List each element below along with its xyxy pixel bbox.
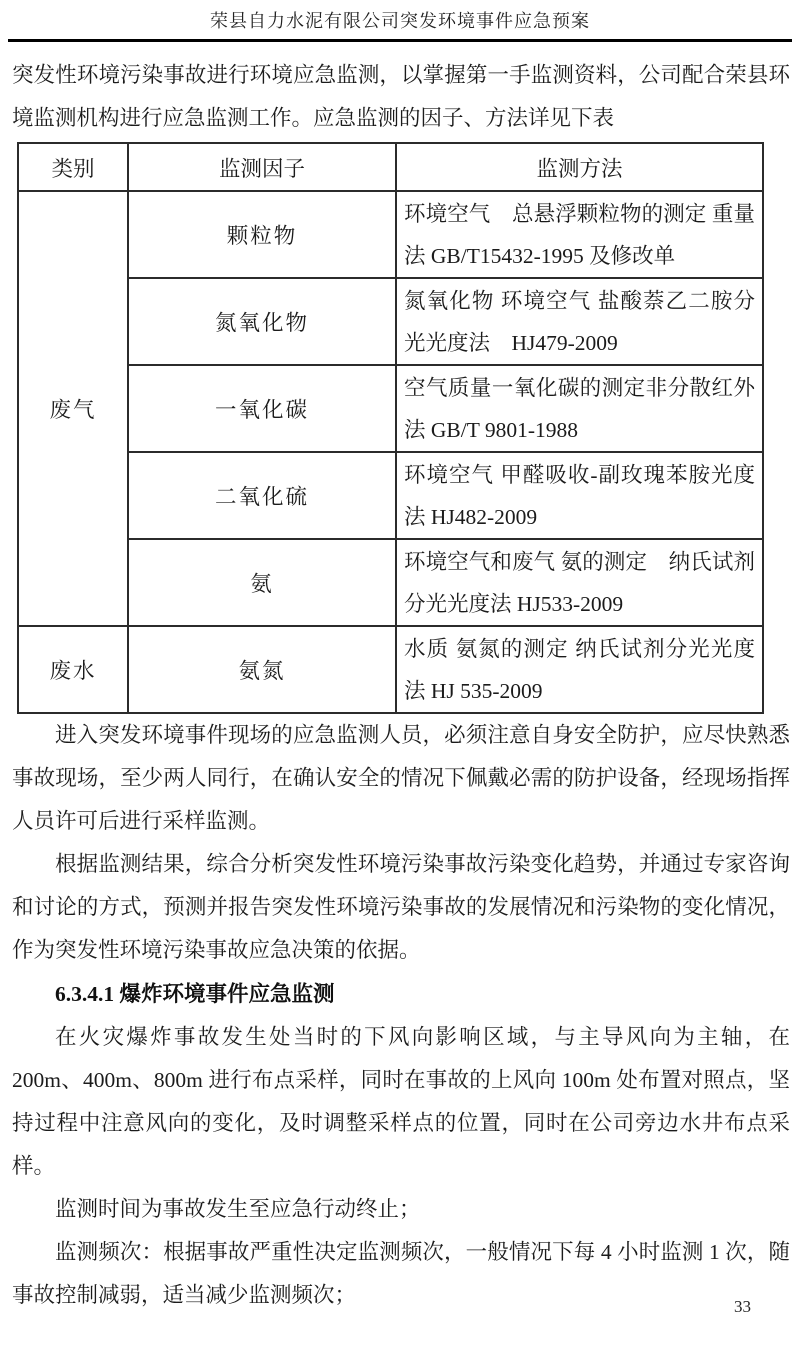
- table-row: [18, 626, 763, 713]
- analysis-paragraph: 根据监测结果，综合分析突发性环境污染事故污染变化趋势，并通过专家咨询和讨论的方式，预测并报告突发性环境污染事故的发展情况和污染物的变化情况，作为突发性环境污染事故应急决策的依据。: [12, 852, 790, 962]
- document-title: 荣县自力水泥有限公司突发环境事件应急预案: [210, 11, 590, 31]
- factor-cell: 氮氧化物: [128, 278, 396, 365]
- page-content: [0, 54, 800, 1317]
- table-row: [18, 365, 763, 452]
- method-cell: 环境空气和废气 氨的测定 纳氏试剂分光光度法 HJ533-2009: [396, 539, 763, 626]
- monitoring-factors-table: [17, 142, 764, 714]
- method-cell: 空气质量一氧化碳的测定非分散红外法 GB/T 9801-1988: [396, 365, 763, 452]
- factor-cell: 氨氮: [128, 626, 396, 713]
- monitor-frequency-paragraph: 监测频次：根据事故严重性决定监测频次，一般情况下每 4 小时监测 1 次，随事故控制减弱，适当减少监测频次；: [12, 1240, 790, 1307]
- factor-cell: 一氧化碳: [128, 365, 396, 452]
- sampling-paragraph: 在火灾爆炸事故发生处当时的下风向影响区域，与主导风向为主轴，在 200m、400m、800m 进行布点采样，同时在事故的上风向 100m 处布置对照点，坚持过程中注意风向的变化，及时调整采样点的位置，同时在公司旁边水井布点采样。: [12, 1025, 790, 1178]
- factor-cell: 二氧化硫: [128, 452, 396, 539]
- method-cell: 环境空气 甲醛吸收-副玫瑰苯胺光度法 HJ482-2009: [396, 452, 763, 539]
- column-header-method: 监测方法: [396, 143, 763, 191]
- factor-cell: 颗粒物: [128, 191, 396, 278]
- safety-paragraph: 进入突发环境事件现场的应急监测人员，必须注意自身安全防护，应尽快熟悉事故现场，至少两人同行，在确认安全的情况下佩戴必需的防护设备，经现场指挥人员许可后进行采样监测。: [12, 723, 790, 833]
- table-row: [18, 539, 763, 626]
- column-header-factor: 监测因子: [128, 143, 396, 191]
- header-rule: [8, 39, 792, 42]
- table-row: [18, 278, 763, 365]
- table-row: [18, 191, 763, 278]
- monitor-time-paragraph: 监测时间为事故发生至应急行动终止；: [55, 1197, 421, 1221]
- category-cell-waste-water: 废水: [18, 626, 128, 713]
- page-number: 33: [734, 1297, 751, 1316]
- factor-cell: 氨: [128, 539, 396, 626]
- category-cell-waste-gas: 废气: [18, 191, 128, 626]
- column-header-category: 类别: [18, 143, 128, 191]
- running-header: [0, 0, 800, 42]
- method-cell: 环境空气 总悬浮颗粒物的测定 重量法 GB/T15432-1995 及修改单: [396, 191, 763, 278]
- section-heading-6-3-4-1: 6.3.4.1 爆炸环境事件应急监测: [55, 982, 335, 1006]
- method-cell: 水质 氨氮的测定 纳氏试剂分光光度法 HJ 535-2009: [396, 626, 763, 713]
- intro-paragraph: 突发性环境污染事故进行环境应急监测，以掌握第一手监测资料，公司配合荣县环境监测机构进行应急监测工作。应急监测的因子、方法详见下表: [12, 63, 790, 130]
- table-header-row: [18, 143, 763, 191]
- table-row: [18, 452, 763, 539]
- method-cell: 氮氧化物 环境空气 盐酸萘乙二胺分光光度法 HJ479-2009: [396, 278, 763, 365]
